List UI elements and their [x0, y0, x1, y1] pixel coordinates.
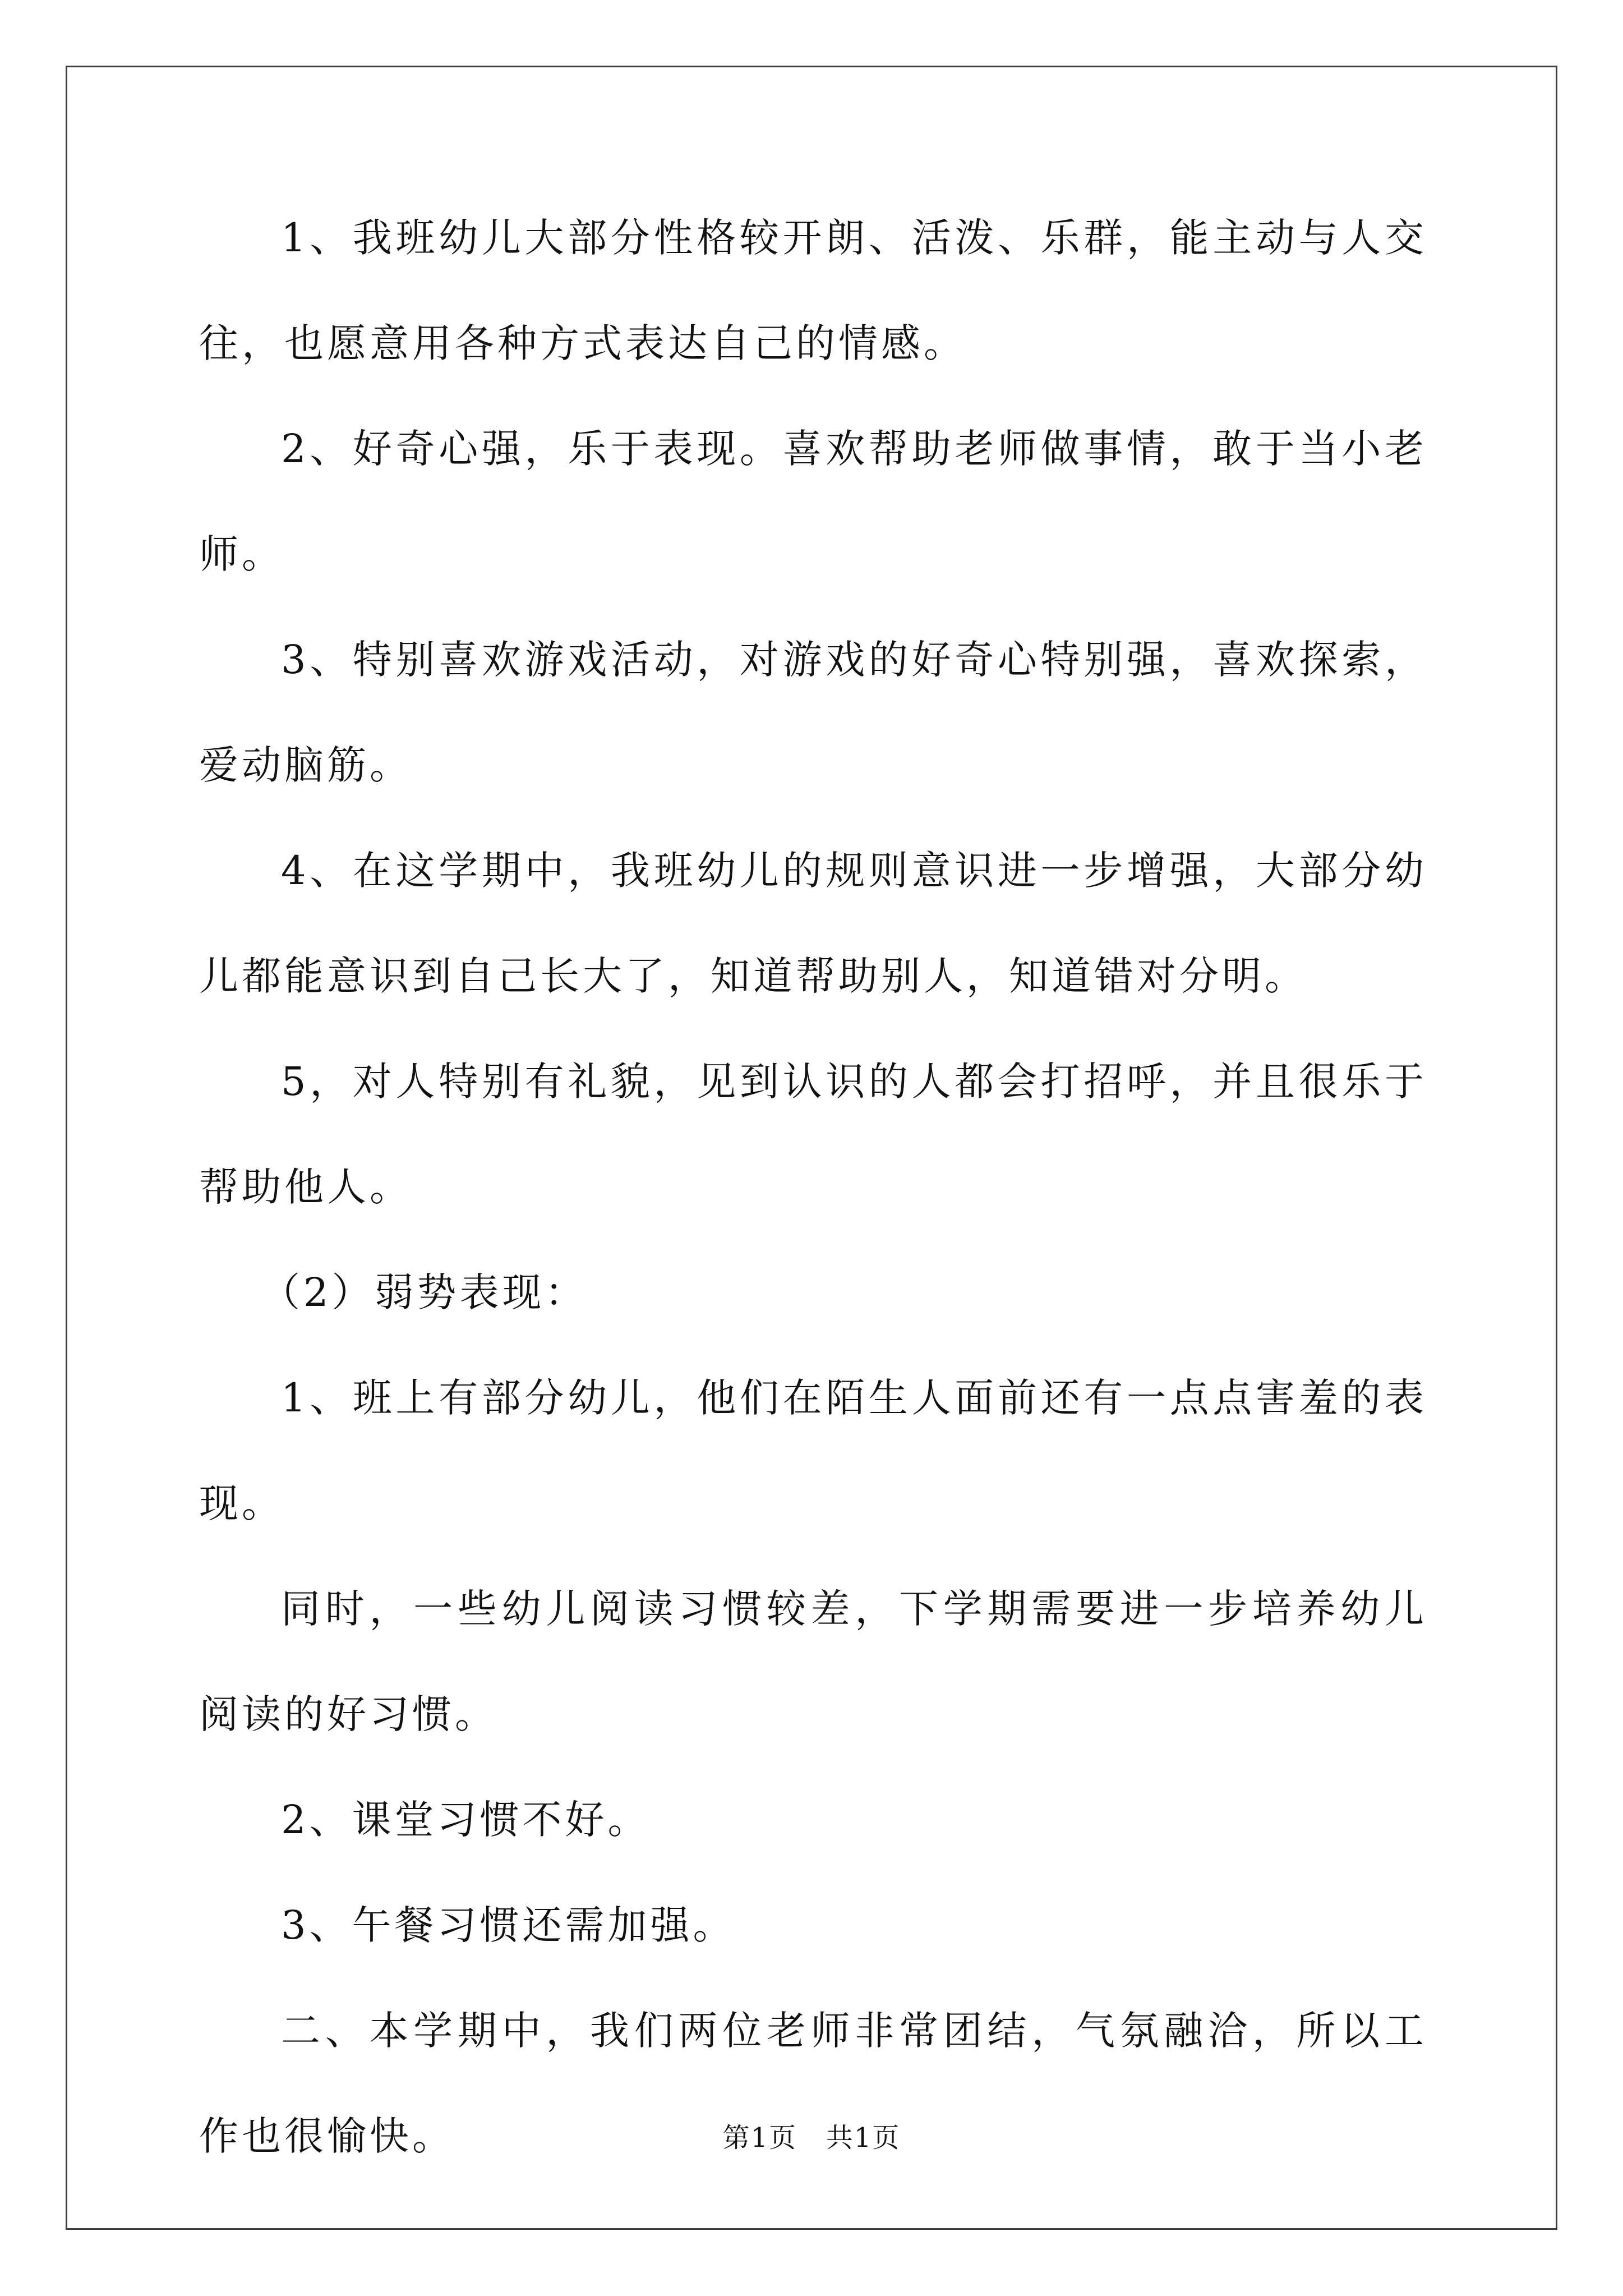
- paragraph: 同时，一些幼儿阅读习惯较差，下学期需要进一步培养幼儿阅读的好习惯。: [199, 1586, 1427, 1737]
- page-footer: [0, 2116, 1623, 2155]
- paragraph: 3、特别喜欢游戏活动，对游戏的好奇心特别强，喜欢探索，爱动脑筋。: [199, 637, 1427, 788]
- paragraph: 5，对人特别有礼貌，见到认识的人都会打招呼，并且很乐于帮助他人。: [199, 1059, 1427, 1210]
- paragraph: 2、好奇心强，乐于表现。喜欢帮助老师做事情，敢于当小老师。: [199, 426, 1427, 577]
- page-total: 共1页: [826, 2122, 901, 2154]
- paragraph: 2、课堂习惯不好。: [281, 1797, 651, 1843]
- document-body: [199, 185, 1427, 2189]
- paragraph: 3、午餐习惯还需加强。: [281, 1902, 736, 1948]
- paragraph: 4、在这学期中，我班幼儿的规则意识进一步增强，大部分幼儿都能意识到自己长大了，知道帮助别人，知道错对分明。: [199, 848, 1427, 999]
- section-heading: （2）弱势表现：: [261, 1269, 588, 1315]
- paragraph: 二、本学期中，我们两位老师非常团结，气氛融洽，所以工作也很愉快。: [199, 2008, 1427, 2159]
- page-number: 第1页: [722, 2122, 797, 2154]
- paragraph: 1、班上有部分幼儿，他们在陌生人面前还有一点点害羞的表现。: [199, 1375, 1427, 1526]
- paragraph: 1、我班幼儿大部分性格较开朗、活泼、乐群，能主动与人交往，也愿意用各种方式表达自己的情感。: [199, 215, 1427, 366]
